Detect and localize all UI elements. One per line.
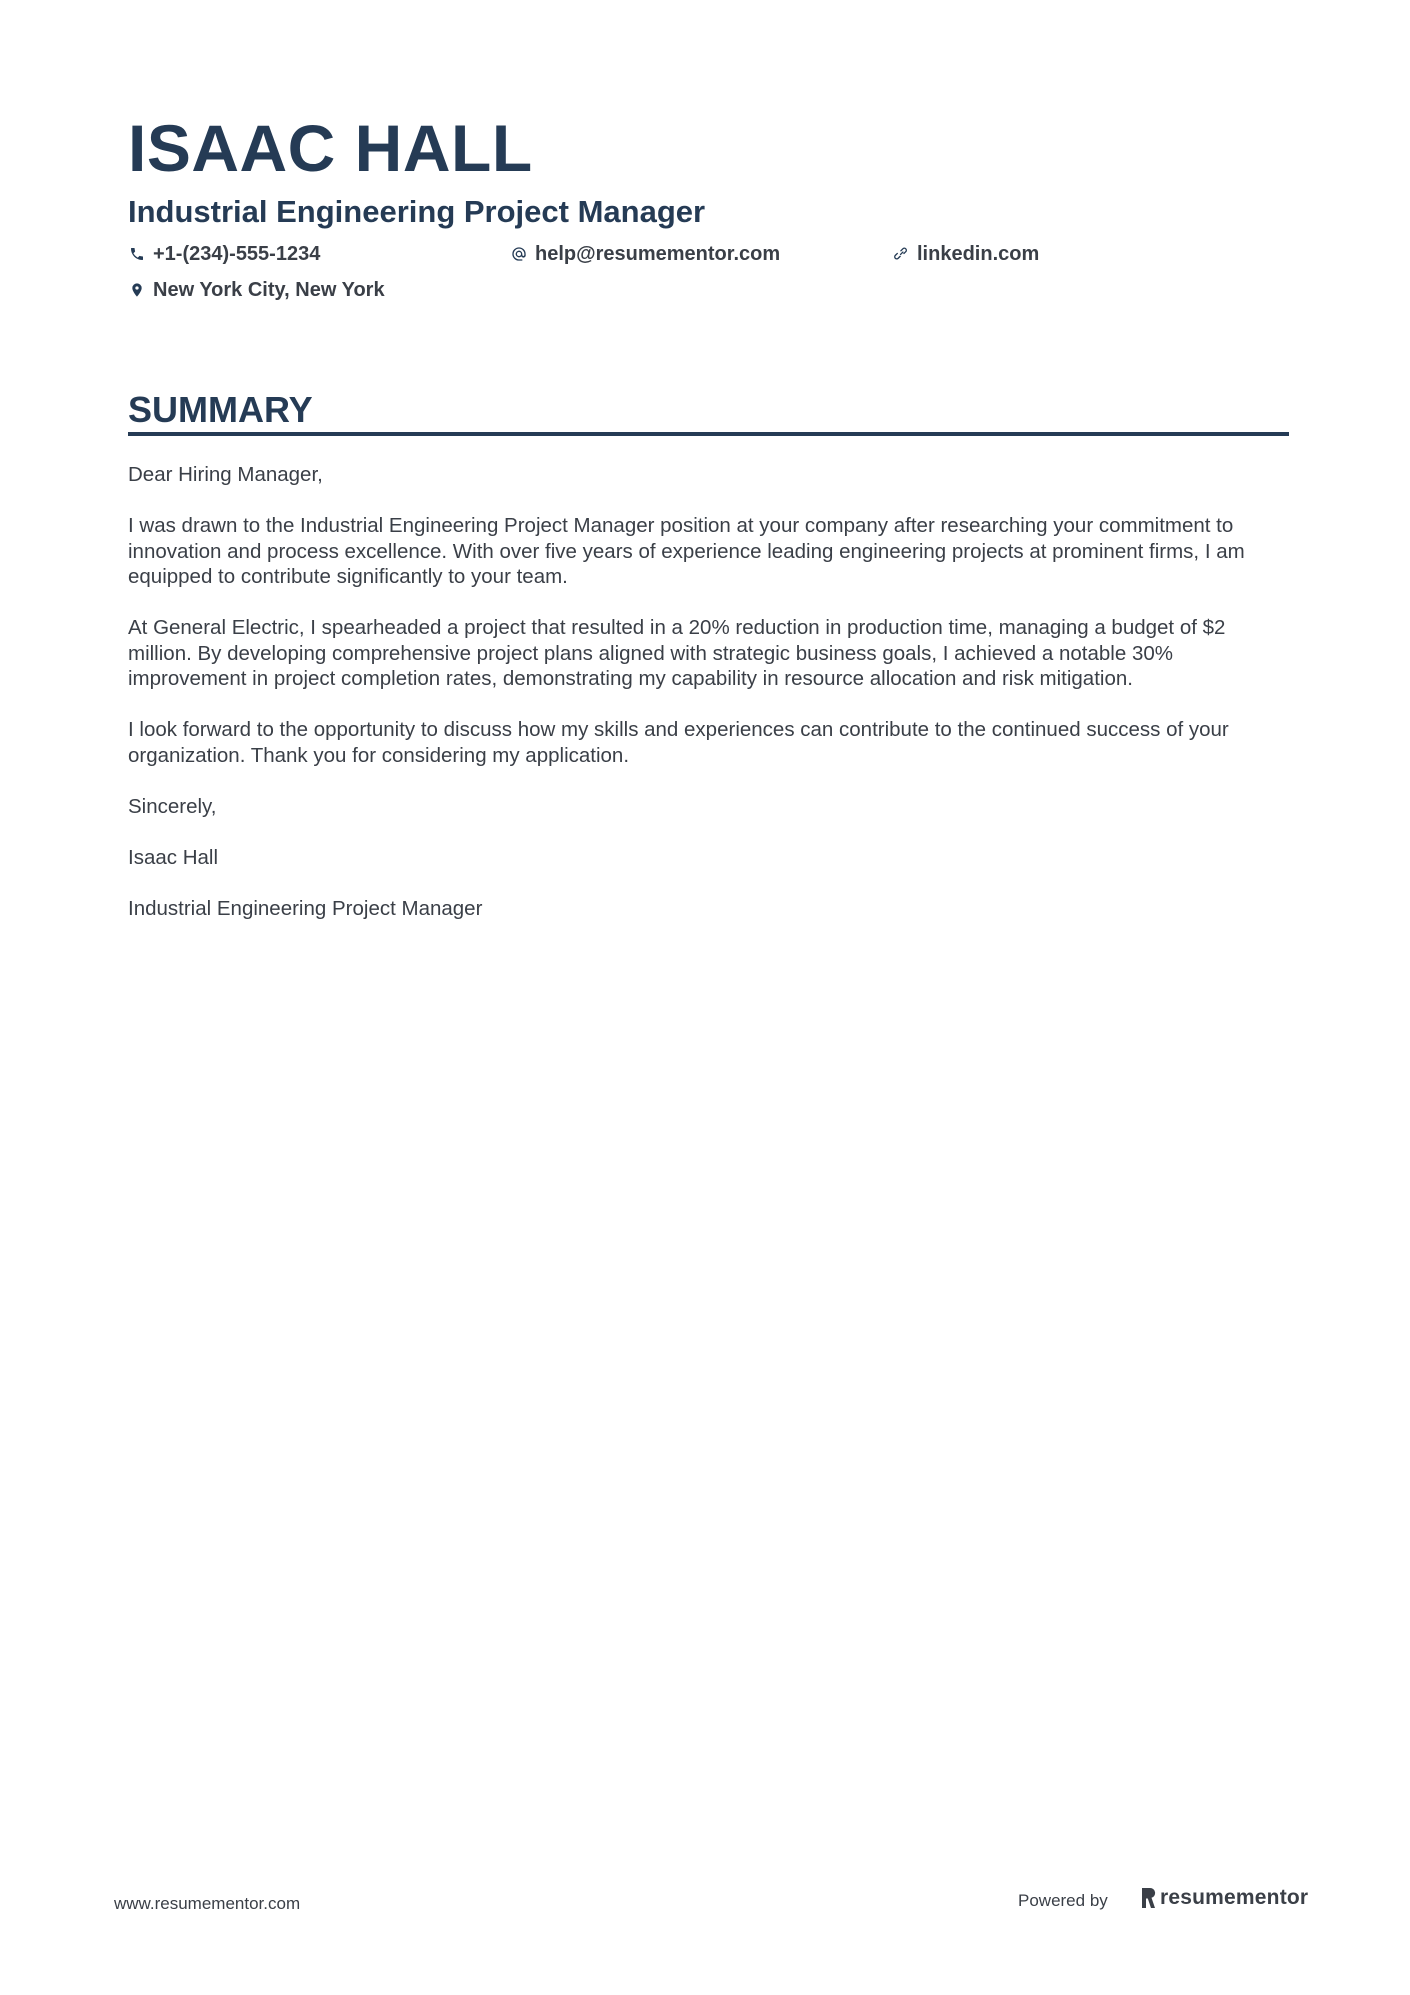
brand-logo-icon (1140, 1887, 1156, 1909)
candidate-name: ISAAC HALL (128, 111, 533, 185)
contact-location-text: New York City, New York (153, 279, 385, 301)
footer-brand-logo[interactable] (1140, 1886, 1308, 1910)
location-pin-icon (128, 281, 146, 299)
footer-website[interactable]: www.resumementor.com (114, 1894, 301, 1913)
letter-closing: Sincerely, (128, 794, 217, 818)
section-divider (128, 432, 1289, 436)
letter-signature-name: Isaac Hall (128, 845, 219, 869)
at-icon (510, 245, 528, 263)
letter-paragraph: I was drawn to the Industrial Engineering Project Manager position at your company after researching your commitment to innovation and process excellence. With over five years of experience leading engineering projects at prominent firms, I am equipped to contribute significantly to your team. (128, 514, 1245, 588)
phone-icon (128, 245, 146, 263)
contact-phone (128, 240, 320, 268)
contact-website-text[interactable]: linkedin.com (917, 243, 1040, 265)
footer-powered-by: Powered by (1018, 1891, 1108, 1910)
summary-heading: SUMMARY (128, 389, 313, 430)
candidate-title: Industrial Engineering Project Manager (128, 194, 706, 229)
contact-email-text[interactable]: help@resumementor.com (535, 243, 781, 265)
letter-signature-title: Industrial Engineering Project Manager (128, 896, 483, 920)
link-icon (892, 245, 910, 263)
brand-name: resumementor (1160, 1886, 1309, 1909)
letter-paragraph: I look forward to the opportunity to discuss how my skills and experiences can contribute to the continued success of your organization. Thank you for considering my application. (128, 718, 1229, 767)
contact-phone-text: +1-(234)-555-1234 (153, 243, 321, 265)
contact-email[interactable] (510, 240, 780, 268)
contact-location (128, 276, 385, 304)
contact-website[interactable] (892, 240, 1039, 268)
letter-body (128, 462, 1293, 947)
letter-salutation: Dear Hiring Manager, (128, 463, 323, 486)
letter-paragraph: At General Electric, I spearheaded a project that resulted in a 20% reduction in production time, managing a budget of $2 million. By developing comprehensive project plans aligned with strategic business goals, I achieved a notable 30% improvement in project completion rates, demonstrating my capability in resource allocation and risk mitigation. (128, 616, 1226, 690)
